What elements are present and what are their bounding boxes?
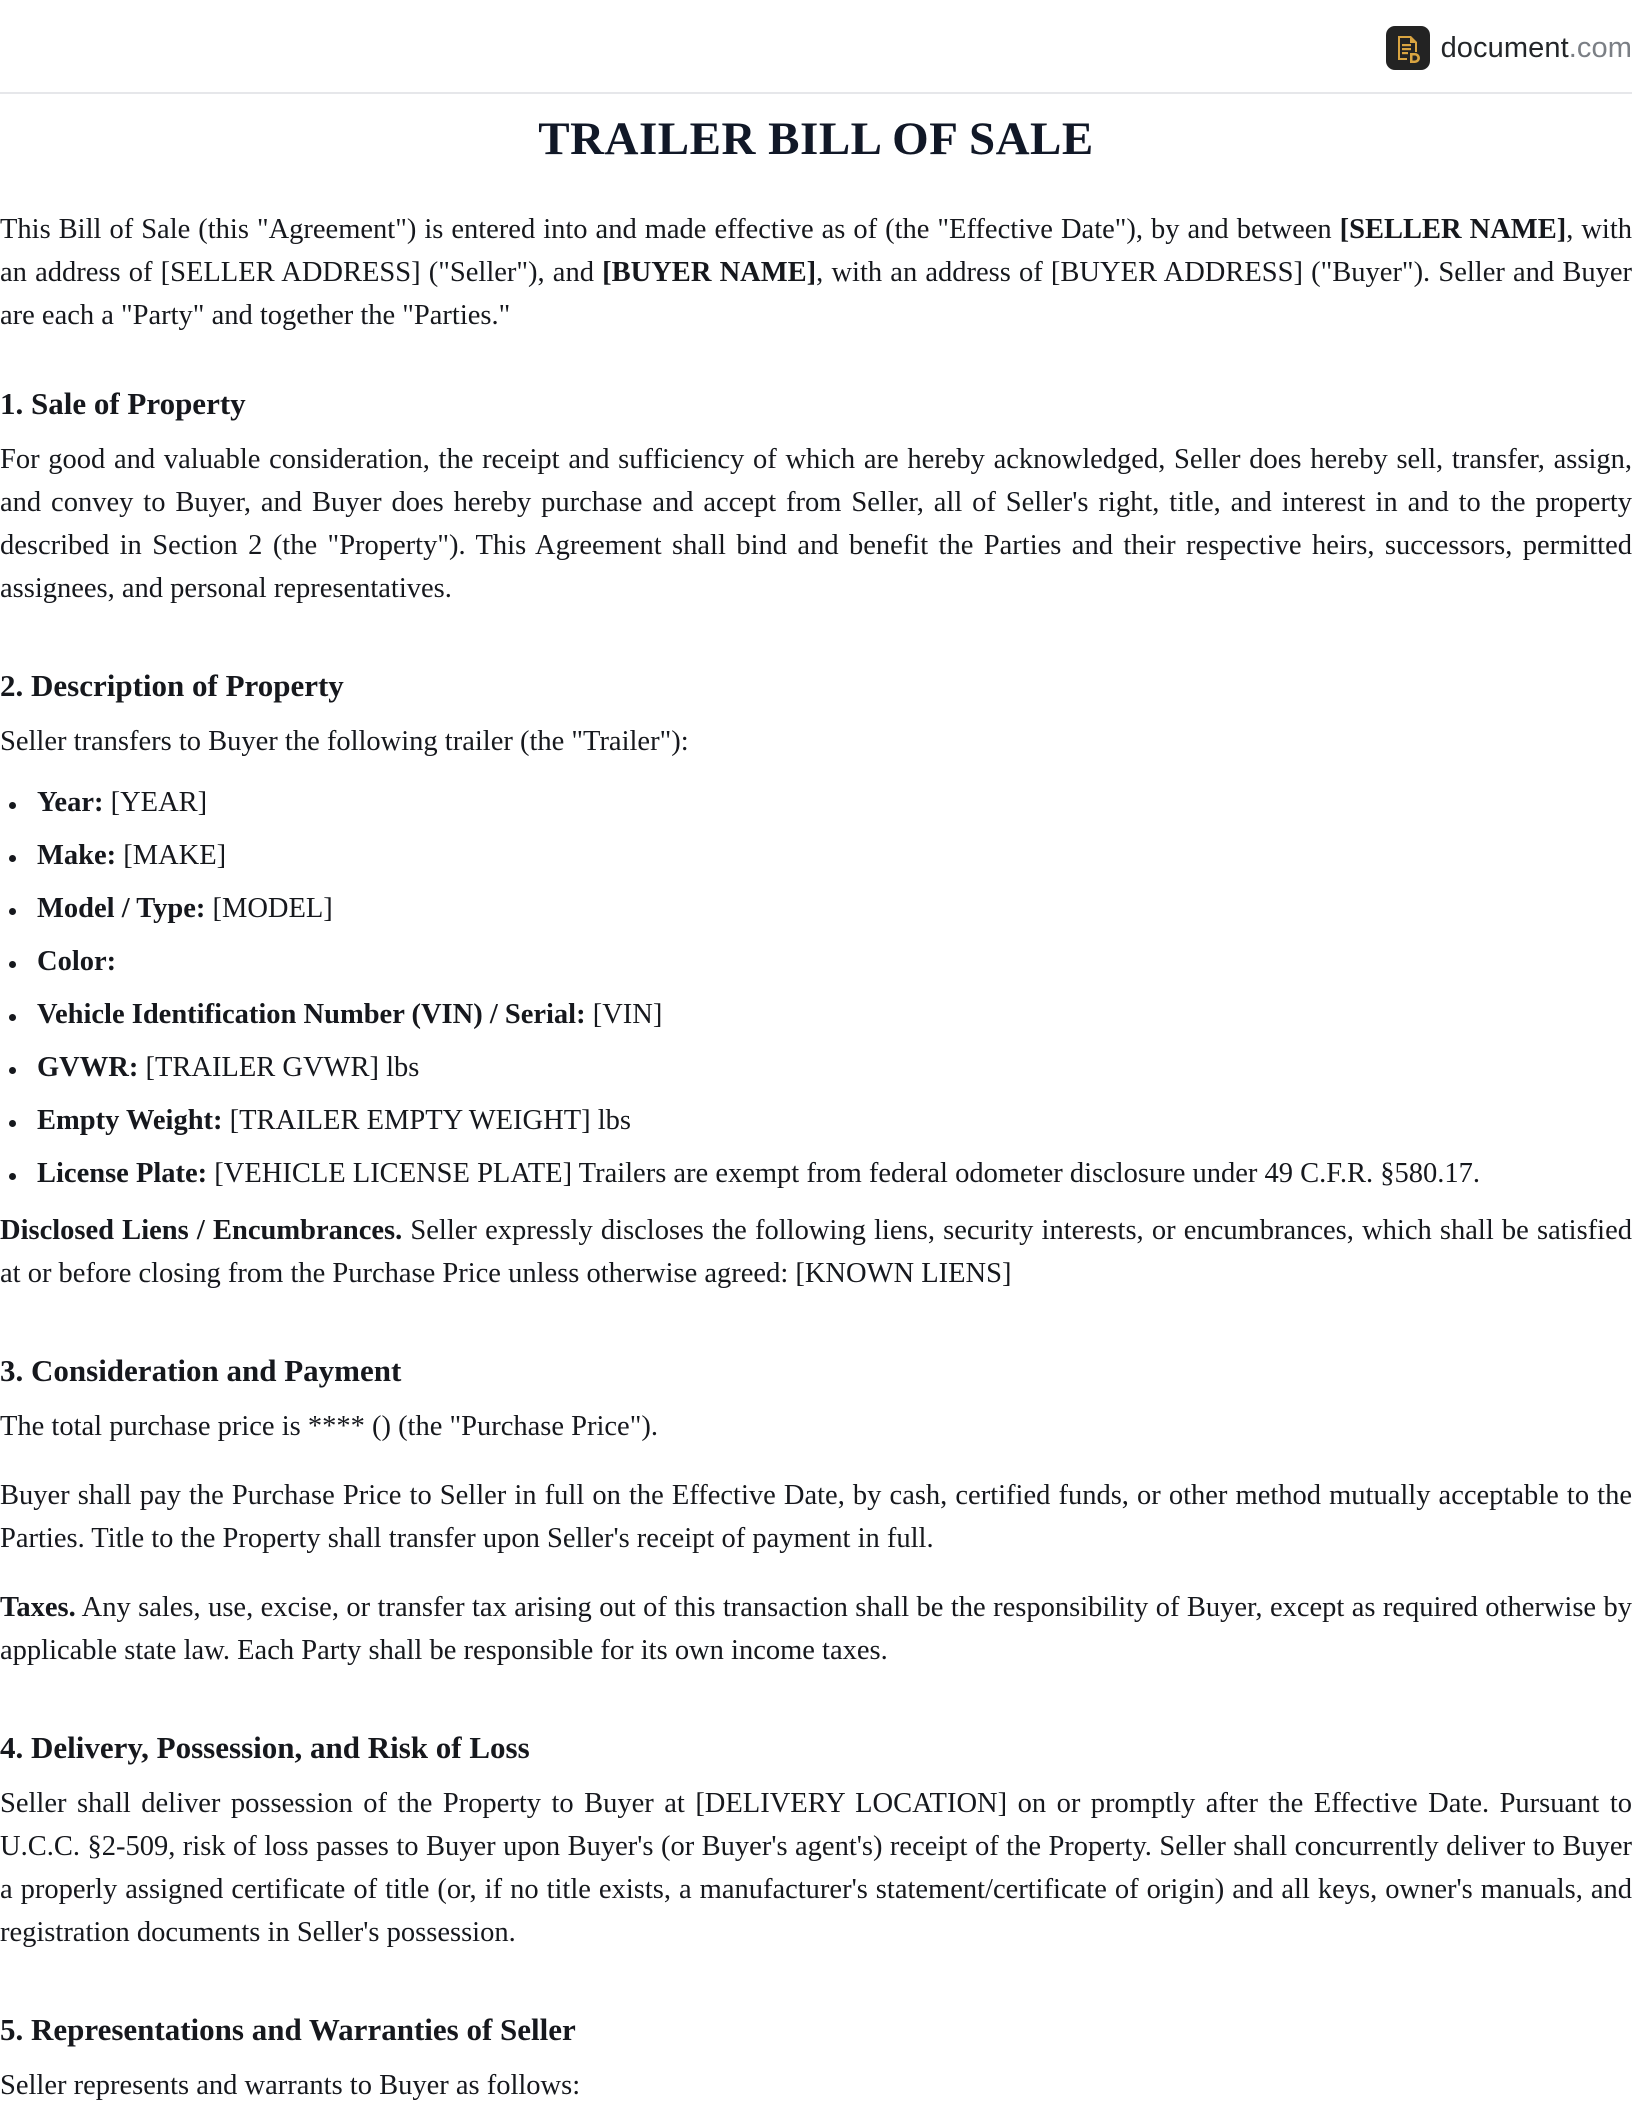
property-label: Empty Weight: <box>37 1105 223 1136</box>
property-value: [YEAR] <box>103 787 208 818</box>
taxes-label: Taxes. <box>0 1592 76 1623</box>
document-logo-icon <box>1386 26 1430 70</box>
property-item-color <box>0 944 1632 979</box>
disclosed-liens-paragraph <box>0 1209 1632 1295</box>
property-item-year <box>0 785 1632 820</box>
property-value: [VEHICLE LICENSE PLATE] Trailers are exempt from federal odometer disclosure under 49 C.F.R. §580.17. <box>207 1158 1480 1189</box>
intro-paragraph <box>0 208 1632 337</box>
property-label: Color: <box>37 946 117 977</box>
property-value: [VIN] <box>585 999 663 1030</box>
property-label: Make: <box>37 840 117 871</box>
property-list <box>0 785 1632 1191</box>
section-1-text: For good and valuable consideration, the receipt and sufficiency of which are hereby acknowledged, Seller does hereby sell, transfer, assign, and convey to Buyer, and Buyer does hereby purchase and accept from Seller, all of Seller's right, title, and interest in and to the property described in Section 2 (the "Property"). This Agreement shall bind and benefit the Parties and their respective heirs, successors, permitted assignees, and personal representatives. <box>0 444 1632 604</box>
property-item-model <box>0 891 1632 926</box>
section-2-heading: 2. Description of Property <box>0 668 344 703</box>
property-item-gvwr <box>0 1050 1632 1085</box>
intro-text-1: This Bill of Sale (this "Agreement") is entered into and made effective as of (the "Effective Date"), by and between <box>0 214 1340 245</box>
brand-name-main: document <box>1440 31 1569 64</box>
intro-text-3: , with an address of [BUYER ADDRESS] ("Buyer"). Seller and Buyer are each a "Party" and together the "Parties." <box>0 257 1632 331</box>
section-4-heading: 4. Delivery, Possession, and Risk of Loss <box>0 1730 530 1765</box>
property-label: Model / Type: <box>37 893 206 924</box>
buyer-name-placeholder: [BUYER NAME] <box>602 257 817 288</box>
section-5-lead: Seller represents and warrants to Buyer as follows: <box>0 2070 581 2101</box>
property-value: [MODEL] <box>205 893 333 924</box>
brand-name-tld: .com <box>1568 31 1632 64</box>
document-title: TRAILER BILL OF SALE <box>538 113 1094 165</box>
brand-name <box>1441 32 1632 65</box>
property-item-vin <box>0 997 1632 1032</box>
property-label: GVWR: <box>37 1052 139 1083</box>
intro-text-2: , with an address of [SELLER ADDRESS] ("Seller"), and <box>0 214 1632 288</box>
property-value: [TRAILER GVWR] lbs <box>138 1052 420 1083</box>
property-label: Vehicle Identification Number (VIN) / Serial: <box>37 999 586 1030</box>
taxes-paragraph <box>0 1586 1632 1672</box>
section-1-heading: 1. Sale of Property <box>0 386 246 421</box>
payment-paragraph: Buyer shall pay the Purchase Price to Seller in full on the Effective Date, by cash, certified funds, or other method mutually acceptable to the Parties. Title to the Property shall transfer upon Seller's receipt of payment in full. <box>0 1480 1632 1554</box>
property-value: [TRAILER EMPTY WEIGHT] lbs <box>222 1105 631 1136</box>
property-item-empty-weight <box>0 1103 1632 1138</box>
section-2-lead: Seller transfers to Buyer the following trailer (the "Trailer"): <box>0 726 689 757</box>
property-label: License Plate: <box>37 1158 208 1189</box>
taxes-text: Any sales, use, excise, or transfer tax arising out of this transaction shall be the responsibility of Buyer, except as required otherwise by applicable state law. Each Party shall be responsible for its own income taxes. <box>0 1592 1632 1666</box>
section-3-heading: 3. Consideration and Payment <box>0 1353 402 1388</box>
section-5-heading: 5. Representations and Warranties of Seller <box>0 2012 576 2047</box>
brand-bar <box>0 0 1632 94</box>
section-4-text: Seller shall deliver possession of the Property to Buyer at [DELIVERY LOCATION] on or promptly after the Effective Date. Pursuant to U.C.C. §2-509, risk of loss passes to Buyer upon Buyer's (or Buyer's agent's) receipt of the Property. Seller shall concurrently deliver to Buyer a properly assigned certificate of title (or, if no title exists, a manufacturer's statement/certificate of origin) and all keys, owner's manuals, and registration documents in Seller's possession. <box>0 1788 1632 1948</box>
seller-name-placeholder: [SELLER NAME] <box>1339 214 1567 245</box>
brand-logo-link[interactable] <box>1386 25 1632 71</box>
property-item-make <box>0 838 1632 873</box>
disclosed-liens-text: Seller expressly discloses the following liens, security interests, or encumbrances, which shall be satisfied at or before closing from the Purchase Price unless otherwise agreed: [KNOWN LIENS] <box>0 1215 1632 1289</box>
property-label: Year: <box>37 787 104 818</box>
purchase-price-paragraph: The total purchase price is **** () (the "Purchase Price"). <box>0 1411 658 1442</box>
disclosed-liens-label: Disclosed Liens / Encumbrances. <box>0 1215 403 1246</box>
document-body <box>0 104 1632 2112</box>
property-value: [MAKE] <box>116 840 227 871</box>
property-item-license-plate <box>0 1156 1632 1191</box>
